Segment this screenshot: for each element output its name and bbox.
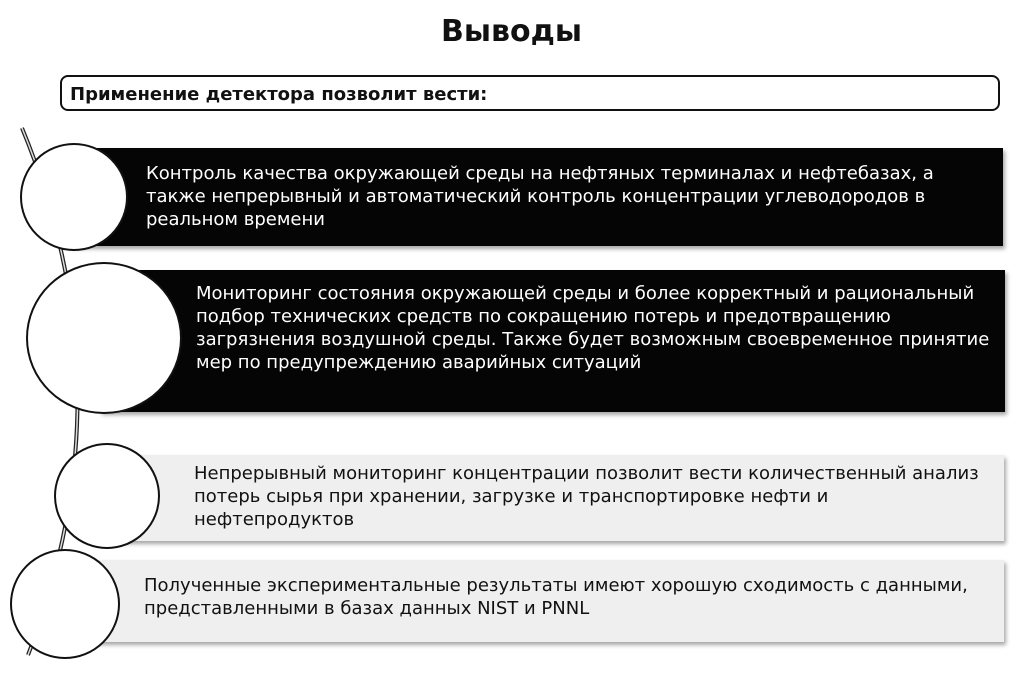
bullet-circle-1 xyxy=(20,143,128,251)
conclusion-band-3 xyxy=(90,455,1004,541)
conclusion-band-4 xyxy=(60,560,1004,642)
conclusion-text-1: Контроль качества окружающей среды на нефтяных терминалах и нефтебазах, а также непрерывный и автоматический контроль концентрации углеводородов в реальном времени xyxy=(146,163,934,230)
page-title: Выводы xyxy=(441,14,582,49)
conclusion-text-4: Полученные экспериментальные результаты имеют хорошую сходимость с данными, представленными в базах данных NIST и PNNL xyxy=(144,575,968,619)
conclusion-band-1 xyxy=(70,148,1003,246)
bullet-circle-4 xyxy=(10,549,120,659)
bullet-circle-2 xyxy=(26,262,182,414)
bullet-circle-3 xyxy=(54,443,160,549)
conclusion-text-2: Мониторинг состояния окружающей среды и более корректный и рациональный подбор технических средств по сокращению потерь и предотвращению загрязнения воздушной среды. Также будет возможным своевременное принятие мер по предупреждению аварийных ситуаций xyxy=(196,283,990,373)
intro-text: Применение детектора позволит вести: xyxy=(70,84,488,105)
intro-box xyxy=(60,75,1000,111)
conclusion-band-2 xyxy=(100,270,1005,412)
conclusion-text-3: Непрерывный мониторинг концентрации позволит вести количественный анализ потерь сырья при хранении, загрузке и транспортировке нефти и нефтепродуктов xyxy=(194,463,979,530)
